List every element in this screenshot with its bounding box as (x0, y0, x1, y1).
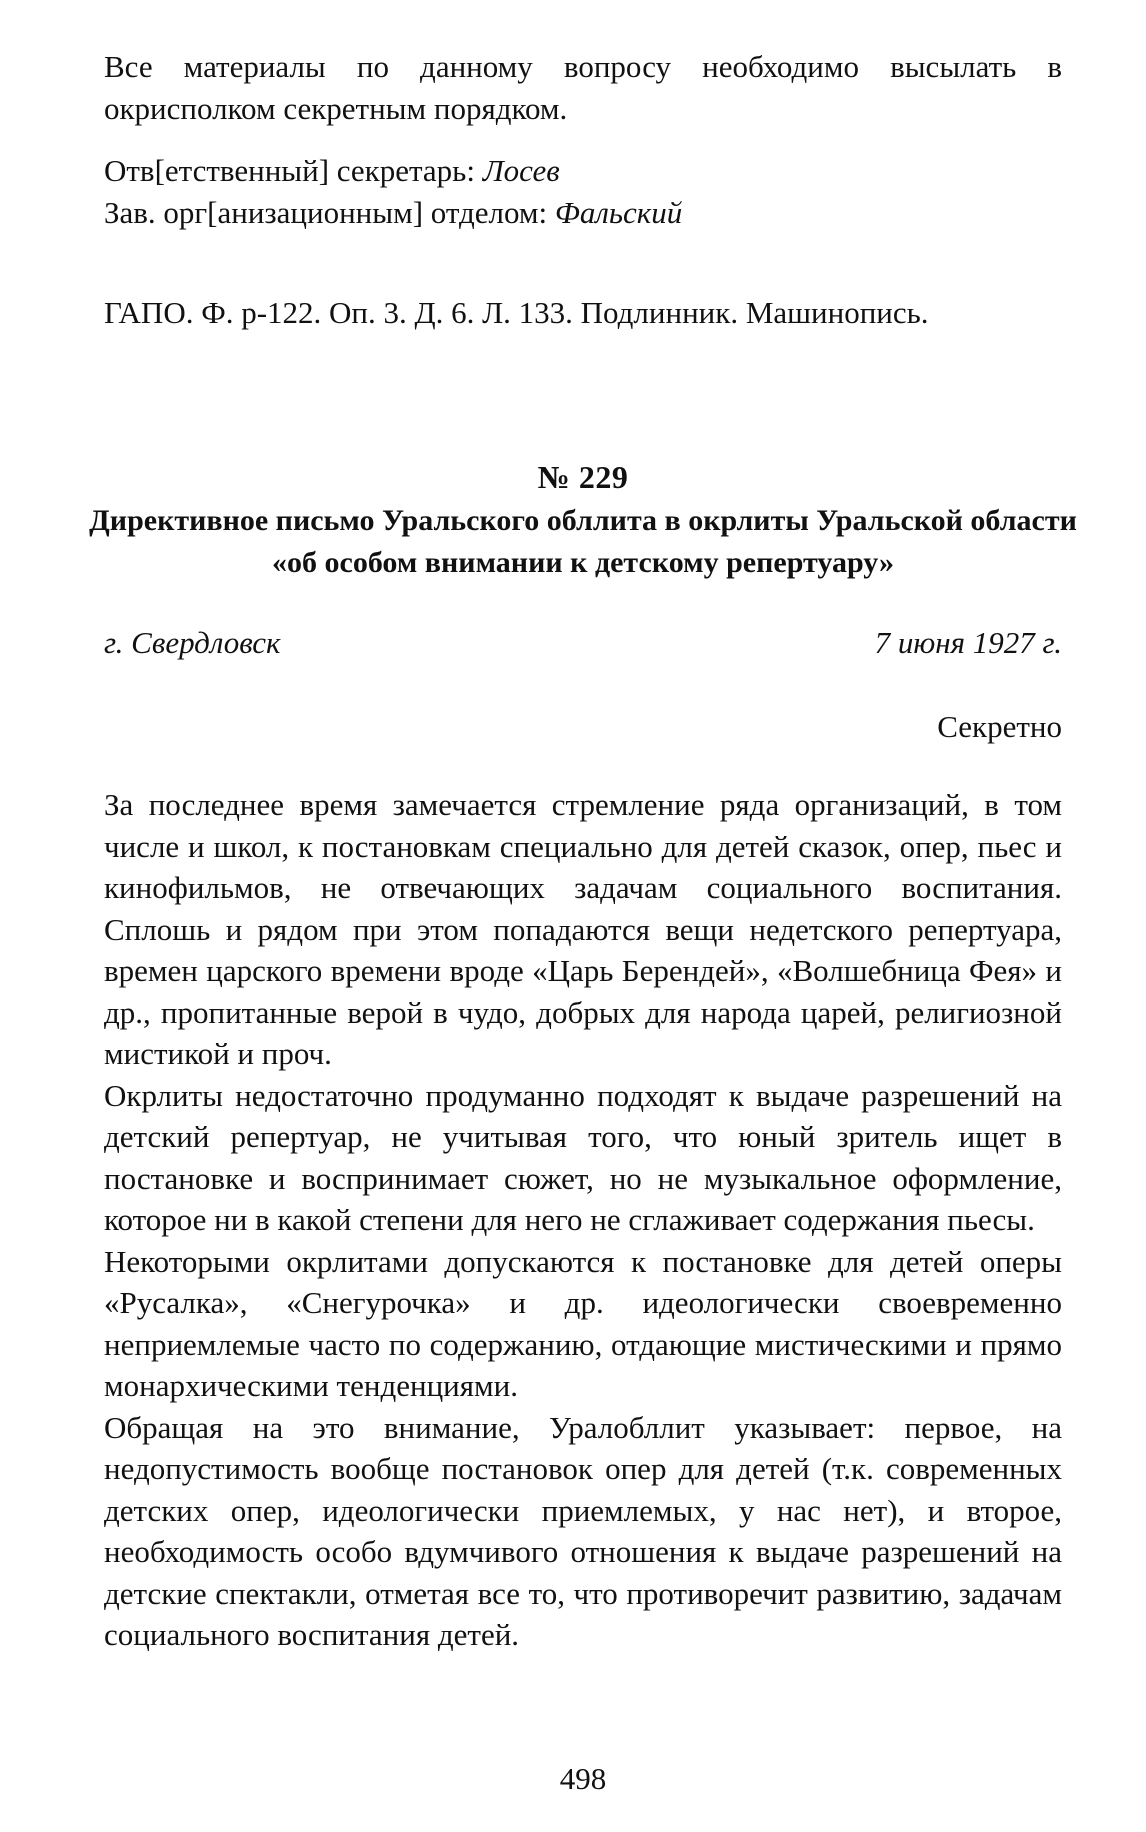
page-number: 498 (559, 1761, 607, 1796)
signature-name: Лосев (482, 153, 560, 188)
signature-role: Отв[етственный] секретарь: (104, 153, 475, 188)
signature-name: Фальский (554, 195, 683, 230)
classification-mark: Секретно (937, 709, 1062, 744)
signature-secretary (104, 150, 1062, 192)
signature-role: Зав. орг[анизационным] отделом: (104, 195, 548, 230)
document-body (104, 784, 1062, 1656)
signature-org-head (104, 192, 1062, 234)
body-paragraph: Некоторыми окрлитами допускаются к постановке для детей оперы «Русалка», «Снегурочка» и др. идеологически своевременно неприемлемые часто по содержанию, отдающие мистическими и прямо монархическими тенденциями. (104, 1243, 1062, 1403)
document-title: Директивное письмо Уральского обллита в окрлиты Уральской области «об особом внимании к детскому репертуару» (89, 504, 1077, 579)
page-content (89, 0, 1077, 1832)
document-place: г. Свердловск (104, 625, 281, 660)
body-paragraph: Окрлиты недостаточно продуманно подходят к выдаче разрешений на детский репертуар, не учитывая того, что юный зритель ищет в постановке и воспринимает сюжет, но не музыкальное оформление, которое ни в какой степени для него не сглаживает содержания пьесы. (104, 1077, 1062, 1237)
body-paragraph: Обращая на это внимание, Уралобллит указывает: первое, на недопустимость вообще постановок опер для детей (т.к. современных детских опер, идеологически приемлемых, у нас нет), и второе, необходимость особо вдумчивого отношения к выдаче разрешений на детские спектакли, отметая все то, что противоречит развитию, задачам социального воспитания детей. (104, 1409, 1062, 1652)
body-paragraph: За последнее время замечается стремление ряда организаций, в том числе и школ, к постановкам специально для детей сказок, опер, пьес и кинофильмов, не отвечающих задачам социального воспитания. Сплошь и рядом при этом попадаются вещи недетского репертуара, времен царского времени вроде «Царь Берендей», «Волшебница Фея» и др., пропитанные верой в чудо, добрых для народа царей, религиозной мистикой и проч. (104, 787, 1062, 1071)
document-date: 7 июня 1927 г. (874, 625, 1062, 660)
intro-paragraph: Все материалы по данному вопросу необходимо высылать в окрисполком секретным порядком. (104, 49, 1062, 126)
document-number: № 229 (537, 459, 629, 495)
archive-reference: ГАПО. Ф. р-122. Оп. 3. Д. 6. Л. 133. Подлинник. Машинопись. (104, 295, 929, 330)
